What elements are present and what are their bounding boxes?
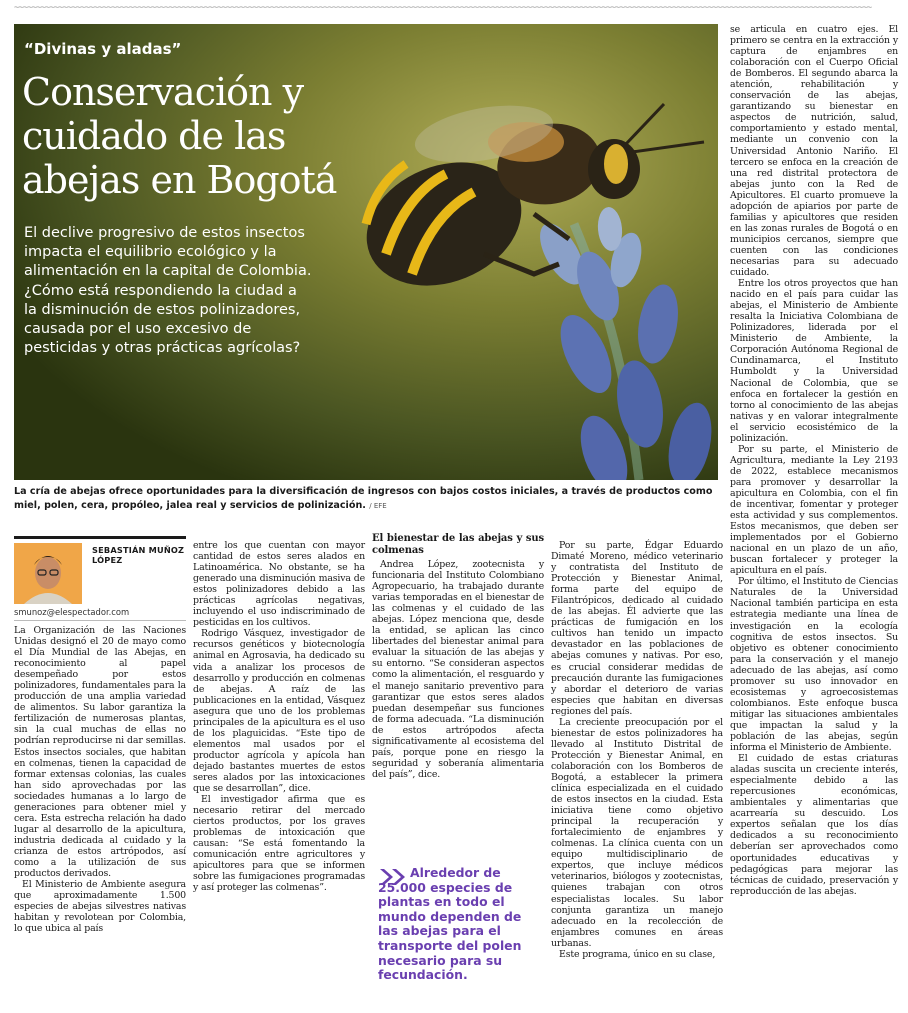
paragraph: entre los que cuentan con mayor cantidad de estos seres alados en Latinoamérica. No obstante, se ha generado una disminución masiva de estos polinizadores debido a las prácticas agrícolas negativas, incluyendo el uso indiscriminado de pesticidas en los cultivos. (193, 540, 365, 629)
author-email[interactable]: smunoz@elespectador.com (14, 607, 186, 621)
paragraph: La creciente preocupación por el bienestar de estos polinizadores ha llevado al Instituto Distrital de Protección y Bienestar Animal, en colaboración con los Bomberos de Bogotá, a establecer la primera clínica especializada en el cuidado de estos insectos en la ciudad. Esta iniciativa tiene como objetivo principal la recuperación y fortalecimiento de enjambres y colmenas. La clínica cuenta con un equipo multidisciplinario de expertos, que incluye médicos veterinarios, biólogos y zootecnistas, quienes trabajan con otros especialistas locales. Su labor conjunta garantiza un manejo adecuado en la recolección de enjambres comunes en áreas urbanas. (551, 716, 723, 949)
article-column-1 (14, 625, 186, 934)
avatar (14, 543, 82, 604)
pull-quote-text: Alrededor de 25.000 especies de plantas en todo el mundo dependen de las abejas para el transporte del polen necesario para su fecundación. (378, 865, 522, 983)
paragraph: Por último, el Instituto de Ciencias Naturales de la Universidad Nacional también participa en esta estrategia mediante una línea de investigación en la ecología cognitiva de estos insectos. Su objetivo es obtener conocimiento para la conservación y el manejo adecuado de las abejas, así como promover su uso innovador en ecosistemas y agroecosistemas colombianos. Este enfoque busca mitigar las situaciones ambientales que impactan la salud y la población de las abejas, según informa el Ministerio de Ambiente. (730, 576, 898, 754)
paragraph: Por su parte, el Ministerio de Agricultura, mediante la Ley 2193 de 2022, establece mecanismos para promover y desarrollar la apicultura en Colombia, con el fin de incentivar, fomentar y proteger esta actividad y sus complementos. Estos mecanismos, que deben ser implementados por el Gobierno nacional en un plazo de un año, buscan fortalecer y proteger la apicultura en el país. (730, 443, 898, 577)
author-portrait-icon (14, 543, 82, 604)
article-column-4 (551, 540, 723, 960)
photo-caption (14, 485, 718, 513)
paragraph: El cuidado de estas criaturas aladas suscita un creciente interés, especialmente debido a las repercusiones económicas, ambientales y alimentarias que acarrearía su descuido. Los expertos señalan que los días dedicados a su reconocimiento deberían ser aprovechados como oportunidades educativas y pedagógicas para mejorar las técnicas de cuidado, preservación y reproducción de las abejas. (730, 753, 898, 897)
paragraph: La Organización de las Naciones Unidas designó el 20 de mayo como el Día Mundial de las Abejas, en reconocimiento al papel desempeñado por estos polinizadores, fundamentales para la producción de una amplia variedad de alimentos. Su labor garantiza la fertilización de numerosas plantas, sin la cual muchas de ellas no podrían reproducirse ni dar semillas. Estos insectos sociales, que habitan en colmenas, tienen la capacidad de formar extensas colonias, las cuales han sido aprovechadas por las sociedades humanas a lo largo de generaciones para obtener miel y cera. Esta estrecha relación ha dado lugar al desarrollo de la apicultura, industria dedicada al cuidado y la crianza de estos artrópodos, así como a la utilización de sus productos derivados. (14, 625, 186, 880)
paragraph: Andrea López, zootecnista y funcionaria del Instituto Colombiano Agropecuario, ha trabajado durante varias temporadas en el bienestar de las colmenas y el cuidado de las abejas. López menciona que, desde la entidad, se aplican las cinco libertades del bienestar animal para evaluar la situación de las abejas y su entorno. “Se consideran aspectos como la alimentación, el resguardo y el manejo sanitario preventivo para garantizar que estos seres alados puedan desempeñar sus funciones de forma adecuada. “La disminución de estos artrópodos afecta significativamente al ecosistema del país, porque pone en riesgo la seguridad y soberanía alimentaria del país”, dice. (372, 559, 544, 780)
caption-text: La cría de abejas ofrece oportunidades para la diversificación de ingresos con bajos costos iniciales, a través de productos como miel, polen, cera, propóleo, jalea real y servicios de polinización. (14, 486, 713, 511)
paragraph: El investigador afirma que es necesario retirar del mercado ciertos productos, por los graves problemas de intoxicación que causan: “Se está fomentando la comunicación entre agricultores y apicultores para que se informen sobre las fumigaciones programadas y así proteger las colmenas”. (193, 794, 365, 894)
author-name: SEBASTIÁN MUÑOZ LÓPEZ (92, 545, 185, 565)
article-column-3 (372, 533, 544, 780)
paragraph: El Ministerio de Ambiente asegura que aproximadamente 1.500 especies de abejas silvestres nativas habitan y revolotean por Colombia, lo que ubica al país (14, 879, 186, 935)
hero-photo (14, 24, 718, 480)
paragraph: Este programa, único en su clase, (559, 948, 716, 960)
article-kicker: “Divinas y aladas” (24, 40, 182, 58)
article-dek: El declive progresivo de estos insectos impacta el equilibrio ecológico y la alimentación en la capital de Colombia. ¿Cómo está respondiendo la ciudad a la disminución de estos polinizadores, causada por el uso excesivo de pesticidas y otras prácticas agrícolas? (24, 225, 312, 357)
paragraph: se articula en cuatro ejes. El primero se centra en la extracción y captura de enjambres en colaboración con el Cuerpo Oficial de Bomberos. El segundo abarca la atención, rehabilitación y conservación de las abejas, garantizando su bienestar en aspectos de nutrición, salud, comportamiento y estado mental, mediante un convenio con la Universidad Antonio Nariño. El tercero se enfoca en la creación de una red distrital protectora de abejas junto con la Red de Apicultores. El cuarto promueve la adopción de apiarios por parte de familias y apicultores que residen en las zonas rurales de Bogotá o en municipios cercanos, siempre que cuenten con las condiciones necesarias para su adecuado cuidado. (730, 24, 898, 279)
article-headline: Conservación y cuidado de las abejas en Bogotá (22, 70, 337, 202)
photo-credit: / EFE (369, 502, 387, 510)
paragraph: Entre los otros proyectos que han nacido en el país para cuidar las abejas, el Ministerio de Ambiente resalta la Iniciativa Colombiana de Polinizadores, liderada por el Ministerio de Ambiente, la Corporación Autónoma Regional de Cundinamarca, el Instituto Humboldt y la Universidad Nacional de Colombia, que se enfoca en fortalecer la gestión en torno al conocimiento de las abejas nativas y en valorar integralmente el servicio ecosistémico de la polinización. (730, 278, 898, 444)
pull-quote (378, 866, 524, 983)
paragraph: Por su parte, Édgar Eduardo Dimaté Moreno, médico veterinario y contratista del Instituto de Protección y Bienestar Animal, forma parte del equipo de Filantrópicos, dedicado al cuidado de las abejas. Él advierte que las prácticas de fumigación en los cultivos han tenido un impacto devastador en las poblaciones de abejas comunes y nativas. Por eso, es crucial considerar medidas de precaución durante las fumigaciones y abordar el deterioro de varias especies que habitan en diversas regiones del país. (551, 540, 723, 717)
paragraph: Rodrigo Vásquez, investigador de recursos genéticos y biotecnología animal en Agrosavia, ha dedicado su vida a analizar los procesos de desarrollo y producción en colmenas de abejas. A raíz de las publicaciones en la entidad, Vásquez asegura que uno de los problemas principales de la apicultura es el uso de los plaguicidas. “Este tipo de elementos mal usados por el productor agrícola y apícola han dejado bastantes muertes de estos seres alados por las intoxicaciones que se desarrollan”, dice. (193, 628, 365, 795)
article-column-2 (193, 540, 365, 894)
article-column-5 (730, 24, 898, 897)
author-byline (14, 536, 186, 604)
decorative-top-rule: ~~~~~~~~~~~~~~~~~~~~~~~~~~~~~~~~~~~~~~~~~~~~~~~~~~~~~~~~~~~~~~~~~~~~~~~~~~~~~~~~~~~~~~~~~~~~~~~~~~~~~~~~~~~~~~~~~~~~~~~~~~~~~~~~~~~~~~~~~~~~~~~~~~~~~~~~~~~~~~~~~~~~~~~~~~~~~~~~~~~~~~~~~~~~~~~~~~ (14, 4, 872, 12)
section-subhead: El bienestar de las abejas y sus colmenas (372, 533, 544, 556)
